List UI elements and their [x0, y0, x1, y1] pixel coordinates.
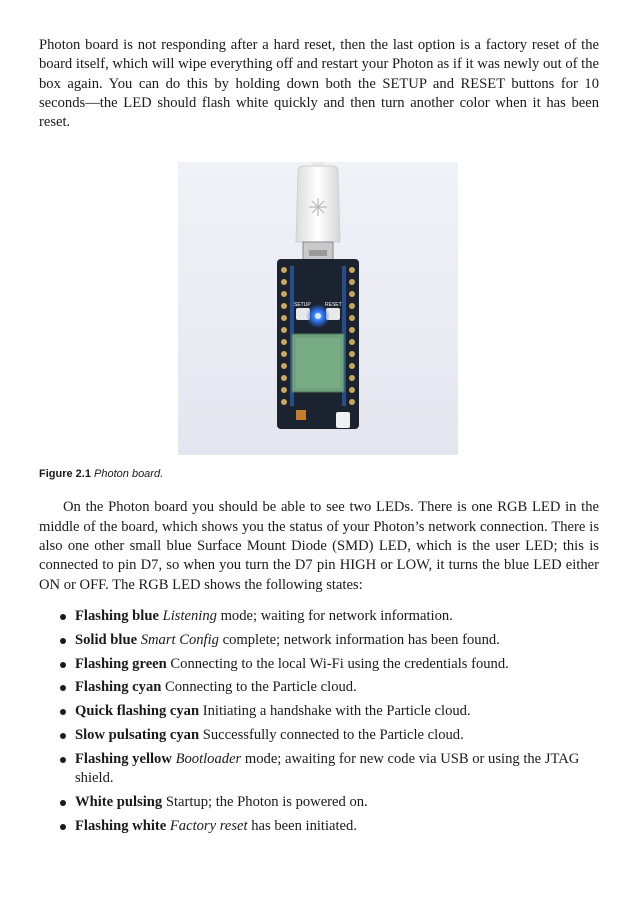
reset-label: RESET	[325, 302, 342, 309]
led-state-description: Connecting to the Particle cloud.	[165, 679, 357, 696]
list-item	[39, 793, 599, 812]
list-item	[39, 678, 599, 697]
photon-board-figure	[178, 162, 458, 455]
list-item	[39, 726, 599, 745]
list-item	[39, 817, 599, 836]
led-state-description: Startup; the Photon is powered on.	[165, 793, 368, 810]
intro-paragraph: Photon board is not responding after a hard reset, then the last option is a factory reset of the board itself, which will wipe everything off and restart your Photon as if it was newly out of the box again. You can do this by holding down both the SETUP and RESET buttons for 10 seconds—the LED should flash white quickly and then turn another color when it has been reset.	[39, 37, 599, 131]
led-state-mode: Bootloader	[175, 750, 242, 767]
led-state-description: mode; awaiting for new code via USB or using the JTAG shield.	[75, 750, 580, 787]
led-state-description: Successfully connected to the Particle cloud.	[202, 726, 464, 743]
led-state-description: mode; waiting for network information.	[216, 607, 453, 624]
led-state-term: Solid blue	[75, 631, 138, 648]
led-state-term: Flashing green	[75, 655, 167, 672]
list-item	[39, 750, 599, 789]
led-states-list	[39, 607, 599, 836]
led-state-term: Flashing cyan	[75, 679, 162, 696]
body-paragraph: On the Photon board you should be able to see two LEDs. There is one RGB LED in the middle of the board, which shows you the status of your Photon’s network connection. There is also one other small blue Surface Mount Diode (SMD) LED, which is the user LED; this is connected to pin D7, so when you turn the D7 pin HIGH or LOW, it turns the blue LED either ON or OFF. The RGB LED shows the following states:	[39, 499, 599, 593]
led-state-mode: Smart Config	[140, 631, 219, 648]
led-state-mode: Listening	[162, 607, 217, 624]
figure-caption-text: Photon board.	[94, 468, 164, 481]
led-state-description: has been initiated.	[247, 817, 357, 834]
led-state-description: Connecting to the local Wi-Fi using the credentials found.	[170, 655, 509, 672]
list-item	[39, 702, 599, 721]
led-state-description: Initiating a handshake with the Particle cloud.	[202, 703, 471, 720]
led-state-term: Flashing white	[75, 817, 167, 834]
led-state-description: complete; network information has been found.	[218, 631, 500, 648]
figure-label: Figure 2.1	[39, 468, 91, 481]
photon-board-image	[178, 162, 458, 455]
led-state-term: White pulsing	[75, 793, 163, 810]
led-state-term: Flashing blue	[75, 607, 159, 624]
led-state-term: Quick flashing cyan	[75, 703, 200, 720]
list-item	[39, 631, 599, 650]
figure-caption	[39, 467, 599, 481]
document-page	[39, 36, 599, 840]
list-item	[39, 655, 599, 674]
led-state-term: Slow pulsating cyan	[75, 726, 200, 743]
list-item	[39, 607, 599, 626]
led-state-term: Flashing yellow	[75, 750, 172, 767]
setup-label: SETUP	[294, 302, 311, 309]
led-state-mode: Factory reset	[169, 817, 248, 834]
